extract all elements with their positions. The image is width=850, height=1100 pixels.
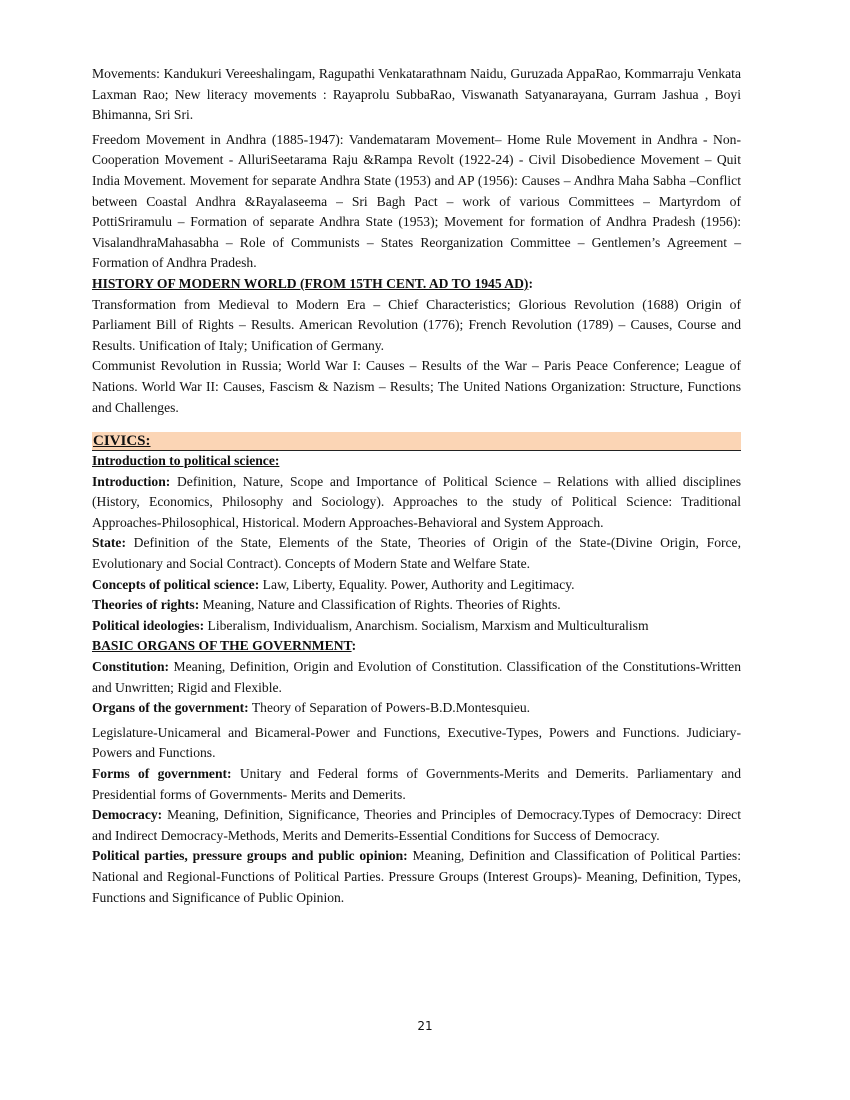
introduction-paragraph bbox=[92, 472, 741, 534]
parties-paragraph bbox=[92, 846, 741, 908]
basic-organs-heading-colon: : bbox=[351, 638, 357, 654]
legislature-paragraph: Legislature-Unicameral and Bicameral-Power and Functions, Executive-Types, Powers and Functions. Judiciary-Powers and Functions. bbox=[92, 724, 741, 761]
introduction-text: Definition, Nature, Scope and Importance of Political Science – Relations with allied disciplines (History, Economics, Philosophy and Sociology). Approaches to the study of Political Science: Traditional Approaches-Philosophical, Historical. Modern Approaches-Behavioral and System Approach. bbox=[92, 473, 741, 530]
constitution-text: Meaning, Definition, Origin and Evolution of Constitution. Classification of the Constitutions-Written and Unwritten; Rigid and Flexible. bbox=[92, 659, 741, 695]
basic-organs-heading-text: BASIC ORGANS OF THE GOVERNMENT bbox=[92, 638, 352, 654]
basic-organs-heading bbox=[92, 636, 741, 657]
page-content bbox=[92, 64, 741, 908]
modern-world-heading-text: HISTORY OF MODERN WORLD (FROM 15TH CENT. AD TO 1945 AD) bbox=[92, 275, 529, 291]
page-number: 21 bbox=[417, 1019, 433, 1033]
forms-text: Unitary and Federal forms of Governments-Merits and Demerits. Parliamentary and Presidential forms of Governments- Merits and Demerits. bbox=[92, 766, 741, 802]
ideologies-text: Liberalism, Individualism, Anarchism. Socialism, Marxism and Multiculturalism bbox=[204, 617, 649, 633]
state-label: State: bbox=[92, 535, 126, 551]
organs-text: Theory of Separation of Powers-B.D.Montesquieu. bbox=[248, 700, 531, 716]
intro-political-science-heading: Introduction to political science: bbox=[92, 453, 280, 469]
parties-label: Political parties, pressure groups and public opinion: bbox=[92, 848, 408, 864]
parties-text: Meaning, Definition and Classification of Political Parties: National and Regional-Functions of Political Parties. Pressure Groups (Interest Groups)- Meaning, Definition, Types, Functions and Significance of Public Opinion. bbox=[92, 848, 741, 905]
modern-world-heading bbox=[92, 274, 741, 295]
constitution-paragraph bbox=[92, 657, 741, 698]
democracy-paragraph bbox=[92, 805, 741, 846]
rights-label: Theories of rights: bbox=[92, 597, 200, 613]
forms-paragraph bbox=[92, 764, 741, 805]
communist-paragraph: Communist Revolution in Russia; World War I: Causes – Results of the War – Paris Peace Conference; League of Nations. World War II: Causes, Fascism & Nazism – Results; The United Nations Organization: Structure, Functions and Challenges. bbox=[92, 358, 741, 415]
transformation-paragraph: Transformation from Medieval to Modern Era – Chief Characteristics; Glorious Revolution (1688) Origin of Parliament Bill of Rights – Results. American Revolution (1776); French Revolution (1789) – Causes, Course and Results. Unification of Italy; Unification of Germany. bbox=[92, 296, 741, 353]
democracy-label: Democracy: bbox=[92, 807, 163, 823]
introduction-label: Introduction: bbox=[92, 473, 171, 489]
rights-paragraph bbox=[92, 595, 741, 616]
organs-paragraph bbox=[92, 698, 741, 719]
state-paragraph bbox=[92, 533, 741, 574]
modern-world-heading-colon: : bbox=[528, 275, 533, 291]
organs-label: Organs of the government: bbox=[92, 700, 249, 716]
movements-paragraph: Movements: Kandukuri Vereeshalingam, Ragupathi Venkatarathnam Naidu, Guruzada AppaRao, Kommarraju Venkata Laxman Rao; New literacy movements : Rayaprolu SubbaRao, Viswanath Satyanarayana, Gurram Jashua , Boyi Bhimanna, Sri Sri. bbox=[92, 66, 741, 123]
concepts-text: Law, Liberty, Equality. Power, Authority and Legitimacy. bbox=[259, 576, 575, 592]
ideologies-label: Political ideologies: bbox=[92, 617, 205, 633]
rights-text: Meaning, Nature and Classification of Rights. Theories of Rights. bbox=[199, 597, 561, 613]
democracy-text: Meaning, Definition, Significance, Theories and Principles of Democracy.Types of Democracy: Direct and Indirect Democracy-Methods, Merits and Demerits-Essential Conditions for Success of Democracy. bbox=[92, 807, 741, 843]
constitution-label: Constitution: bbox=[92, 659, 170, 675]
concepts-label: Concepts of political science: bbox=[92, 576, 260, 592]
state-text: Definition of the State, Elements of the State, Theories of Origin of the State-(Divine Origin, Force, Evolutionary and Social Contract). Concepts of Modern State and Welfare State. bbox=[92, 535, 741, 572]
forms-label: Forms of government: bbox=[92, 766, 232, 781]
civics-heading: CIVICS: bbox=[92, 432, 741, 451]
freedom-movement-paragraph: Freedom Movement in Andhra (1885-1947): Vandemataram Movement– Home Rule Movement in Andhra - Non-Cooperation Movement - AlluriSeetarama Raju &Rampa Revolt (1922-24) - Civil Disobedience Movement – Quit India Movement. Movement for separate Andhra State (1953) and AP (1956): Causes – Andhra Maha Sabha –Conflict between Coastal Andhra &Rayalaseema – Sri Bagh Pact – work of various Committees – Martyrdom of PottiSriramulu – Formation of separate Andhra State (1953); Movement for formation of Andhra Pradesh (1956): VisalandhraMahasabha – Role of Communists – States Reorganization Committee – Gentlemen’s Agreement – Formation of Andhra Pradesh. bbox=[92, 131, 741, 271]
ideologies-paragraph bbox=[92, 616, 741, 637]
concepts-paragraph bbox=[92, 575, 741, 596]
